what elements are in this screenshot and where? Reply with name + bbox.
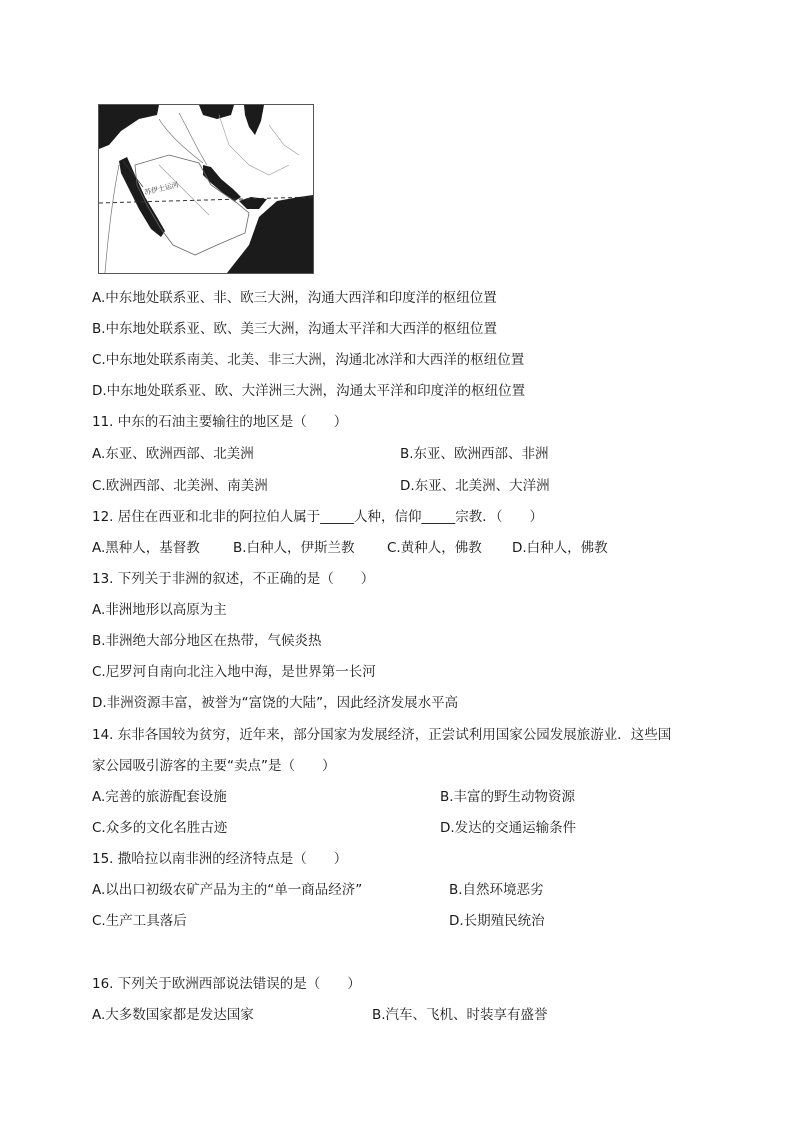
q14-stem-line1: 14. 东非各国较为贫穷，近年来，部分国家为发展经济，正尝试利用国家公园发展旅游业．这些国 — [92, 727, 672, 743]
q10-option-a: A.中东地处联系亚、非、欧三大洲，沟通大西洋和印度洋的枢纽位置 — [92, 290, 497, 306]
q13-option-c: C.尼罗河自南向北注入地中海，是世界第一长河 — [92, 664, 376, 680]
q13-stem: 13. 下列关于非洲的叙述，不正确的是（ ） — [92, 571, 375, 587]
q11-option-d: D.东亚、北美洲、大洋洲 — [400, 478, 550, 494]
q14-option-a: A.完善的旅游配套设施 — [92, 789, 227, 805]
q11-option-c: C.欧洲西部、北美洲、南美洲 — [92, 478, 268, 494]
q11-option-b: B.东亚、欧洲西部、非洲 — [400, 446, 549, 462]
q13-option-d: D.非洲资源丰富，被誉为“富饶的大陆”，因此经济发展水平高 — [92, 695, 459, 711]
q13-option-a: A.非洲地形以高原为主 — [92, 602, 227, 618]
q15-option-c: C.生产工具落后 — [92, 913, 187, 929]
map-drawing — [99, 105, 313, 273]
q12-option-c: C.黄种人，佛教 — [387, 540, 482, 556]
q12-stem: 12. 居住在西亚和北非的阿拉伯人属于_____人种，信仰_____宗教．（ ） — [92, 509, 544, 525]
q10-option-b: B.中东地处联系亚、欧、美三大洲，沟通太平洋和大西洋的枢纽位置 — [92, 321, 498, 337]
q15-option-d: D.长期殖民统治 — [449, 913, 545, 929]
q13-option-b: B.非洲绝大部分地区在热带，气候炎热 — [92, 633, 322, 649]
q12-option-a: A.黑种人，基督教 — [92, 540, 200, 556]
q11-option-a: A.东亚、欧洲西部、北美洲 — [92, 446, 254, 462]
q10-option-d: D.中东地处联系亚、欧、大洋洲三大洲，沟通太平洋和印度洋的枢纽位置 — [92, 383, 526, 399]
red-sea — [119, 157, 165, 237]
borders — [159, 115, 299, 215]
persian-gulf — [203, 165, 241, 201]
q12-option-d: D.白种人，佛教 — [512, 540, 608, 556]
middle-east-map — [98, 104, 314, 274]
canal-label: 苏伊士运河 — [143, 180, 180, 197]
q14-option-d: D.发达的交通运输条件 — [440, 820, 577, 836]
q11-stem: 11. 中东的石油主要输往的地区是（ ） — [92, 414, 348, 430]
arabian-peninsula-outline — [135, 155, 249, 255]
mediterranean-sea — [99, 105, 159, 149]
q14-option-c: C.众多的文化名胜古迹 — [92, 820, 228, 836]
q14-stem-line2: 家公园吸引游客的主要“卖点”是（ ） — [92, 758, 336, 774]
q16-option-a: A.大多数国家都是发达国家 — [92, 1007, 254, 1023]
q15-stem: 15. 撒哈拉以南非洲的经济特点是（ ） — [92, 851, 348, 867]
q15-option-b: B.自然环境恶劣 — [449, 882, 544, 898]
black-sea — [199, 105, 234, 119]
caspian-sea — [244, 105, 264, 135]
q14-option-b: B.丰富的野生动物资源 — [440, 789, 576, 805]
q16-stem: 16. 下列关于欧洲西部说法错误的是（ ） — [92, 976, 361, 992]
q15-option-a: A.以出口初级农矿产品为主的“单一商品经济” — [92, 882, 363, 898]
q16-option-b: B.汽车、飞机、时装享有盛誉 — [372, 1007, 548, 1023]
q12-option-b: B.白种人，伊斯兰教 — [233, 540, 355, 556]
q10-option-c: C.中东地处联系南美、北美、非三大洲，沟通北冰洋和大西洋的枢纽位置 — [92, 352, 525, 368]
arabian-sea — [227, 195, 313, 273]
